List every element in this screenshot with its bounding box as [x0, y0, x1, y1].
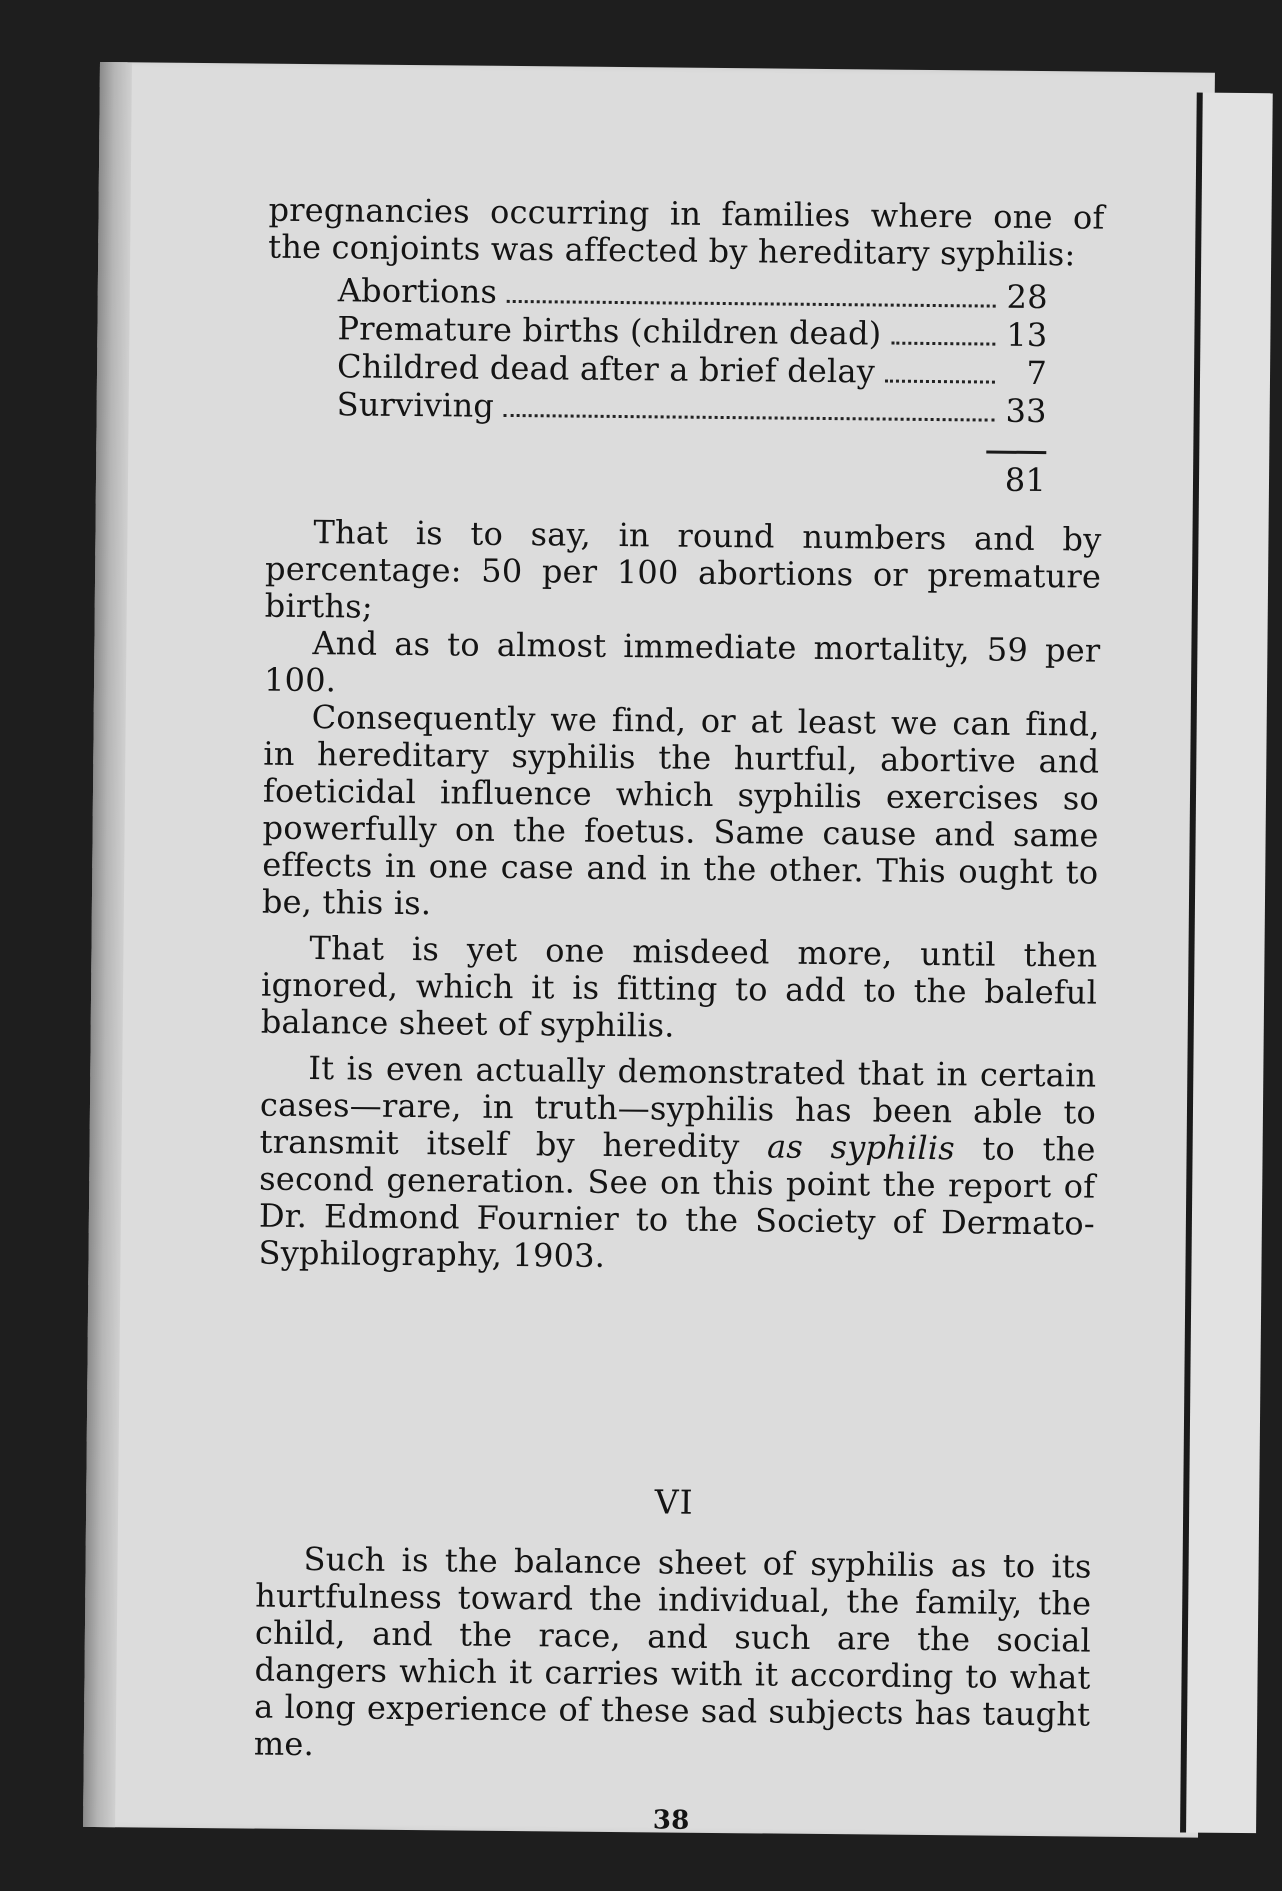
row-value: 7 — [1026, 353, 1048, 393]
table-row — [337, 386, 1047, 431]
paragraph-heredity-text-end: to the second generation. See on this point the report of Dr. Edmond Fournier to the Society of Dermato-Syphilography, 1903. — [258, 1129, 1096, 1275]
dot-leader — [507, 300, 996, 308]
row-label: Premature births (children dead) — [337, 309, 882, 353]
italic-phrase: as syphilis — [766, 1127, 956, 1168]
dot-leader — [891, 342, 995, 346]
pregnancy-outcomes-table — [336, 272, 1048, 499]
intro-paragraph: pregnancies occurring in families where one of the conjoints was affected by hereditary syphilis: — [268, 190, 1105, 274]
table-total: 81 — [1004, 460, 1047, 500]
page-binding-edge — [83, 62, 132, 1827]
adjacent-page-edge — [1180, 93, 1273, 1834]
paragraph-mortality: And as to almost immediate mortality, 59 per 100. — [263, 624, 1101, 700]
paragraph-percentage: That is to say, in round numbers and by percentage: 50 per 100 abortions or premature births; — [264, 513, 1102, 626]
row-value: 13 — [1006, 315, 1048, 355]
paragraph-balance-sheet: Such is the balance sheet of syphilis as to its hurtfulness toward the individual, the family, the child, and the race, and such are the social dangers which it carries with it according to what a long experience of these sad subjects has taught me. — [253, 1540, 1092, 1764]
section-heading: VI — [654, 1482, 694, 1522]
row-value: 33 — [1005, 391, 1047, 431]
page-number: 38 — [652, 1805, 690, 1836]
row-label: Surviving — [336, 385, 495, 425]
dot-leader — [504, 414, 995, 422]
row-value: 28 — [1006, 277, 1048, 317]
row-label: Abortions — [337, 271, 498, 311]
paragraph-heredity — [258, 1050, 1096, 1280]
row-label: Childred dead after a brief delay — [336, 347, 876, 391]
page-content — [253, 192, 1105, 1844]
paragraph-misdeed: That is yet one misdeed more, until then ignored, which it is fitting to add to the baleful balance sheet of syphilis. — [260, 929, 1098, 1045]
book-page — [83, 62, 1215, 1838]
paragraph-heredity-text-start: It is even actually demonstrated that in certain cases—rare, in truth—syphilis has been able to transmit itself by heredity — [259, 1049, 1097, 1166]
dot-leader — [885, 380, 995, 384]
total-rule — [986, 451, 1046, 455]
paragraph-consequently: Consequently we find, or at least we can find, in hereditary syphilis the hurtful, abortive and foeticidal influence which syphilis exercises so powerfully on the foetus. Same cause and same effects in one case and in the other. This ought to be, this is. — [261, 698, 1100, 923]
